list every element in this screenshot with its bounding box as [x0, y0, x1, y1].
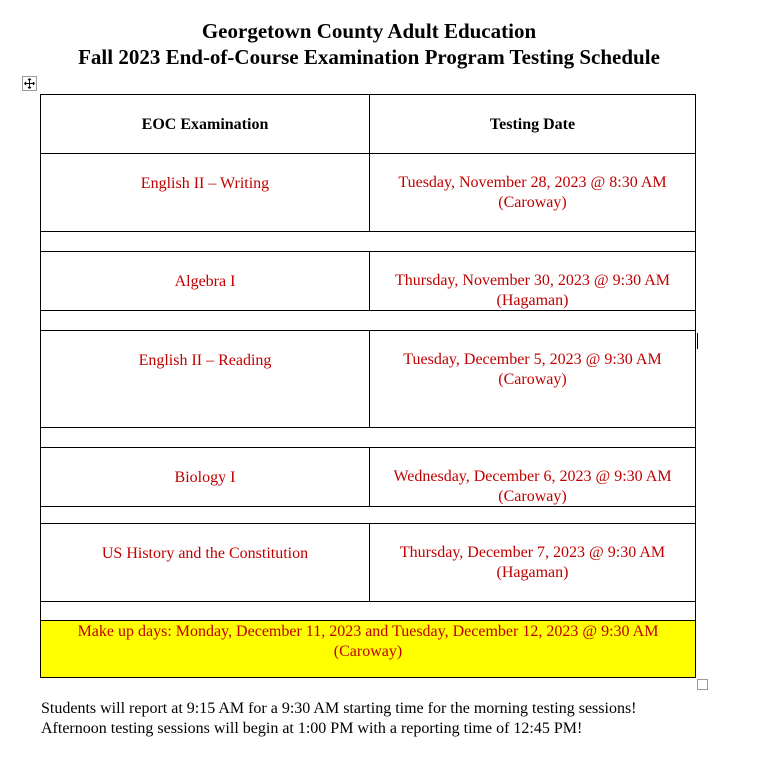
resize-handle-icon[interactable] [697, 679, 708, 690]
spacer-row [40, 601, 696, 621]
table-row [40, 251, 696, 311]
date-text: Wednesday, December 6, 2023 @ 9:30 AM [393, 468, 672, 485]
move-arrows-icon [24, 78, 35, 89]
table-move-handle[interactable] [22, 76, 37, 91]
location-text: (Caroway) [498, 371, 567, 388]
title-line-2: Fall 2023 End-of-Course Examination Program Testing Schedule [78, 45, 660, 69]
document-title [0, 18, 738, 70]
spacer-cell [40, 506, 696, 524]
exam-cell: US History and the Constitution [40, 523, 370, 602]
location-text: (Hagaman) [496, 564, 569, 581]
header-date: Testing Date [369, 94, 696, 154]
table-header-row [40, 94, 696, 154]
date-cell [369, 251, 696, 311]
exam-cell: English II – Writing [40, 153, 370, 232]
spacer-cell [40, 231, 696, 252]
spacer-row [40, 310, 696, 331]
date-cell [369, 153, 696, 232]
spacer-cell [40, 310, 696, 331]
header-exam: EOC Examination [40, 94, 370, 154]
date-cell [369, 330, 696, 428]
exam-cell: English II – Reading [40, 330, 370, 428]
makeup-location: (Caroway) [333, 643, 403, 660]
spacer-row [40, 506, 696, 524]
makeup-text: Make up days: Monday, December 11, 2023 and Tuesday, December 12, 2023 @ 9:30 AM [77, 623, 659, 640]
date-text: Tuesday, November 28, 2023 @ 8:30 AM [398, 174, 667, 191]
date-cell [369, 523, 696, 602]
exam-cell: Biology I [40, 447, 370, 507]
note-line-1: Students will report at 9:15 AM for a 9:30 AM starting time for the morning testing sessions! [41, 700, 637, 717]
date-cell [369, 447, 696, 507]
makeup-row [40, 620, 696, 678]
title-line-1: Georgetown County Adult Education [201, 19, 537, 43]
spacer-row [40, 427, 696, 448]
location-text: (Caroway) [498, 488, 567, 505]
notes [41, 699, 741, 739]
date-text: Thursday, December 7, 2023 @ 9:30 AM [399, 544, 666, 561]
table-row [40, 447, 696, 507]
makeup-cell [40, 620, 696, 678]
note-line-2: Afternoon testing sessions will begin at 1:00 PM with a reporting time of 12:45 PM! [41, 720, 583, 737]
spacer-cell [40, 601, 696, 621]
exam-cell: Algebra I [40, 251, 370, 311]
location-text: (Hagaman) [496, 292, 569, 309]
text-cursor [697, 333, 698, 349]
table-row [40, 330, 696, 428]
date-text: Tuesday, December 5, 2023 @ 9:30 AM [403, 351, 662, 368]
table-row [40, 153, 696, 232]
spacer-cell [40, 427, 696, 448]
date-text: Thursday, November 30, 2023 @ 9:30 AM [395, 272, 670, 289]
table-row [40, 523, 696, 602]
spacer-row [40, 231, 696, 252]
location-text: (Caroway) [498, 194, 567, 211]
